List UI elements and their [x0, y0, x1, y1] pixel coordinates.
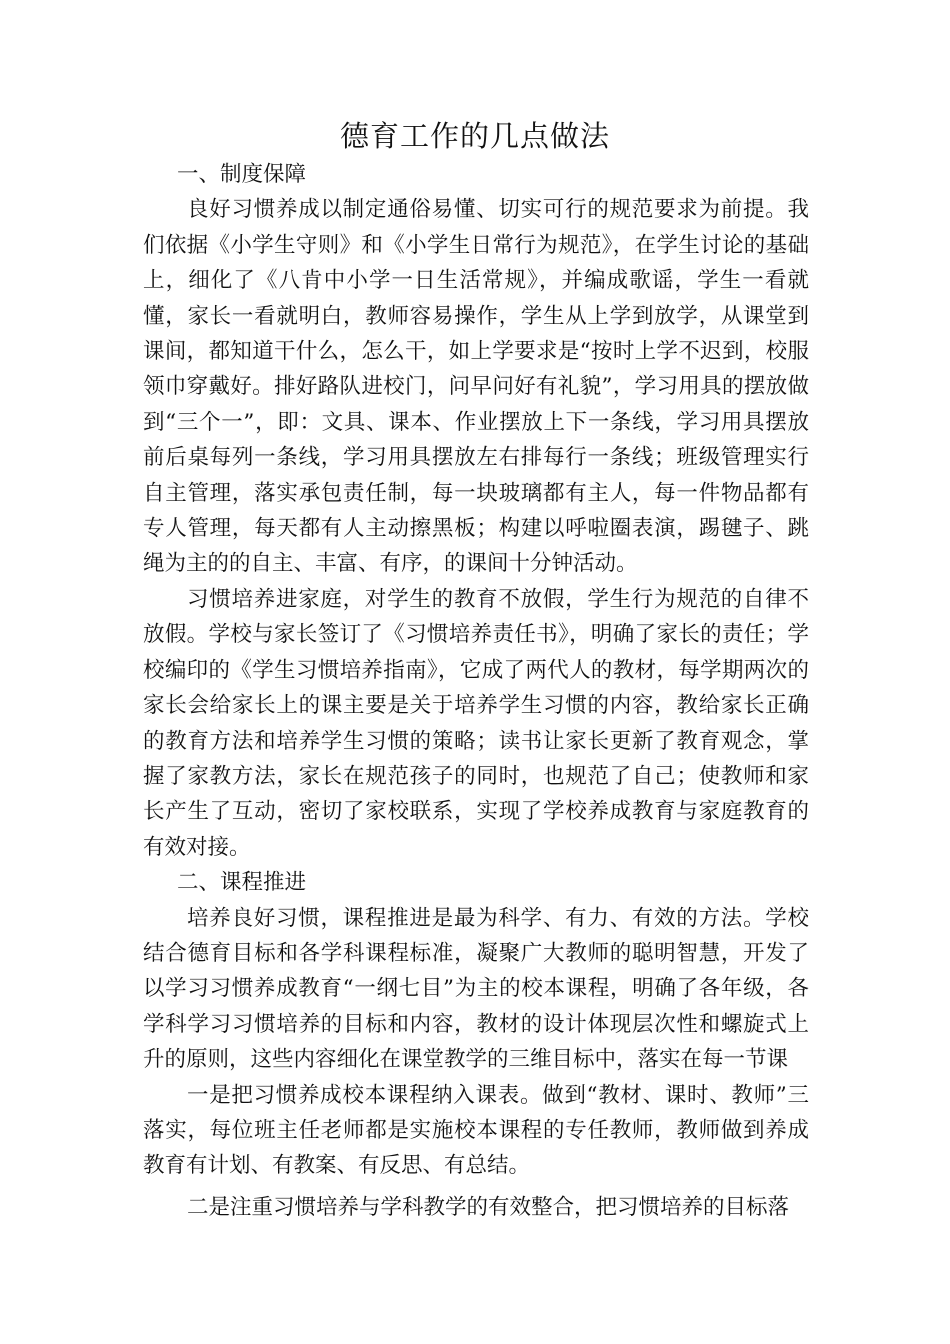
paragraph-3: 培养良好习惯，课程推进是最为科学、有力、有效的方法。学校结合德育目标和各学科课程标准，凝聚广大教师的聪明智慧，开发了以学习习惯养成教育“一纲七目”为主的校本课程，明确了各年级，各学科学习习惯培养的目标和内容，教材的设计体现层次性和螺旋式上升的原则，这些内容细化在课堂教学的三维目标中，落实在每一节课 [143, 905, 809, 1073]
document-title: 德育工作的几点做法 [339, 119, 610, 153]
paragraph-2: 习惯培养进家庭，对学生的教育不放假，学生行为规范的自律不放假。学校与家长签订了《习惯培养责任书》，明确了家长的责任；学校编印的《学生习惯培养指南》，它成了两代人的教材，每学期两次的家长会给家长上的课主要是关于培养学生习惯的内容，教给家长正确的教育方法和培养学生习惯的策略；读书让家长更新了教育观念，掌握了家教方法，家长在规范孩子的同时，也规范了自己；使教师和家长产生了互动，密切了家校联系，实现了学校养成教育与家庭教育的有效对接。 [143, 586, 809, 860]
section-heading-1: 一、制度保障 [177, 162, 307, 187]
paragraph-5: 二是注重习惯培养与学科教学的有效整合，把习惯培养的目标落 [187, 1194, 790, 1220]
document-body [143, 157, 809, 1225]
paragraph-1: 良好习惯养成以制定通俗易懂、切实可行的规范要求为前提。我们依据《小学生守则》和《小学生日常行为规范》，在学生讨论的基础上，细化了《八肯中小学一日生活常规》，并编成歌谣，学生一看就懂，家长一看就明白，教师容易操作，学生从上学到放学，从课堂到课间，都知道干什么，怎么干，如上学要求是“按时上学不迟到，校服领巾穿戴好。排好路队进校门，问早问好有礼貌”，学习用具的摆放做到“三个一”，即：文具、课本、作业摆放上下一条线，学习用具摆放前后桌每列一条线，学习用具摆放左右排每行一条线；班级管理实行自主管理，落实承包责任制，每一块玻璃都有主人，每一件物品都有专人管理，每天都有人主动擦黑板；构建以呼啦圈表演，踢毽子、跳绳为主的的自主、丰富、有序，的课间十分钟活动。 [143, 197, 809, 577]
paragraph-4: 一是把习惯养成校本课程纳入课表。做到“教材、课时、教师”三落实，每位班主任老师都是实施校本课程的专任教师，教师做到养成教育有计划、有教案、有反思、有总结。 [143, 1082, 809, 1179]
section-heading-2: 二、课程推进 [177, 870, 307, 896]
